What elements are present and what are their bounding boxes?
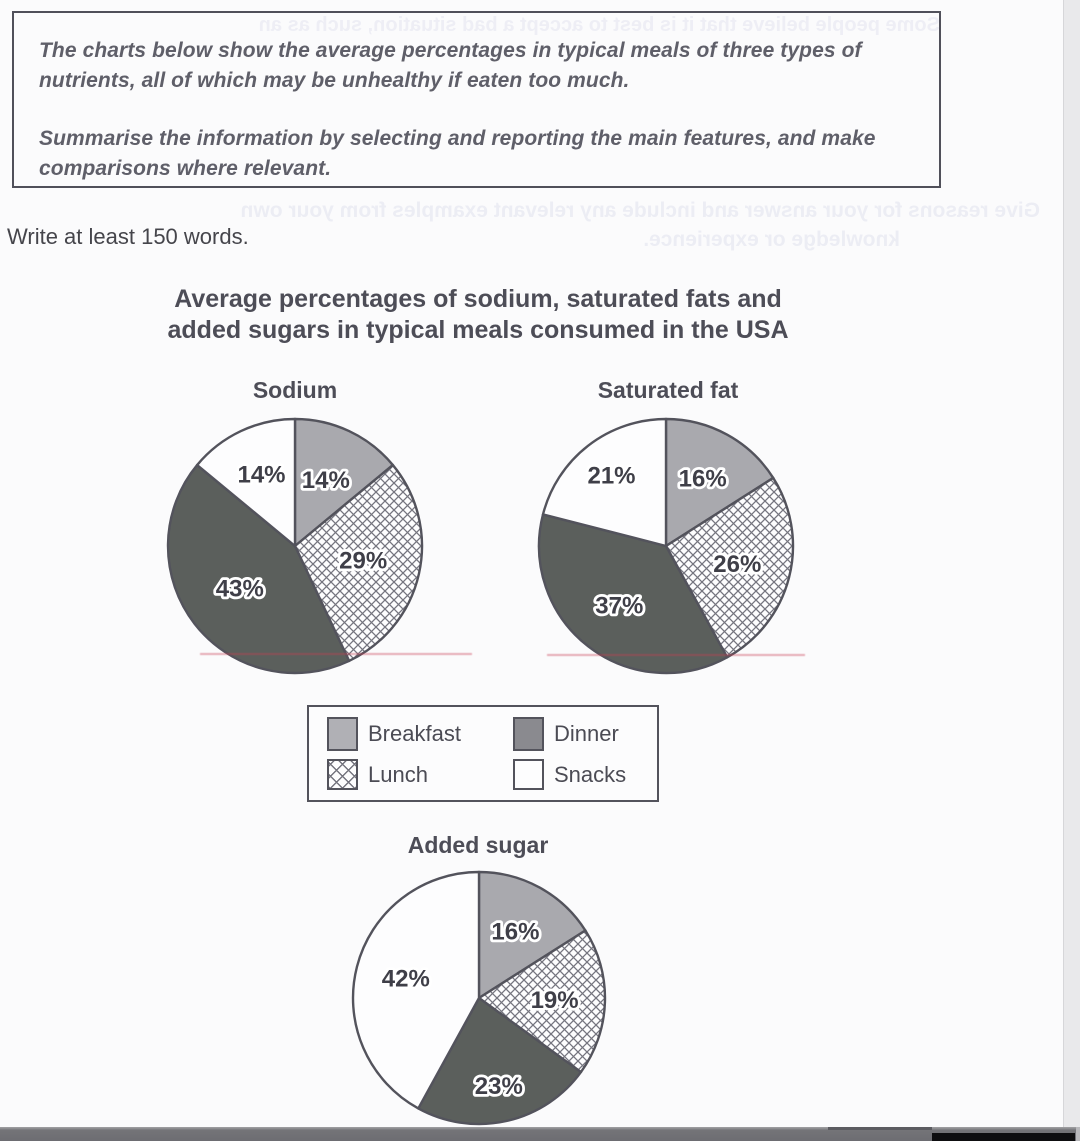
sodium-chart-title: Sodium [252, 377, 338, 403]
lunch-swatch [327, 759, 358, 790]
figure-title-line-2: added sugars in typical meals consumed in the USA [167, 316, 789, 344]
snacks-slice-label: 42% [381, 965, 430, 993]
task-prompt-box [12, 11, 941, 188]
legend-label-snacks: Snacks [554, 761, 627, 787]
scrollbar-dark-segment [828, 1127, 932, 1130]
scrollbar-right-corner [1076, 1127, 1080, 1141]
saturated-fat-pie-chart [529, 409, 803, 683]
added-sugar-chart-title: Added sugar [407, 832, 549, 858]
legend-label-dinner: Dinner [554, 721, 619, 746]
bleedthrough-ghost-text-2: Give reasons for your answer and include any relevant examples from your own [240, 199, 1040, 222]
bleedthrough-ghost-text-1: Some people believe that it is best to accept a bad situation, such as an [258, 14, 940, 36]
legend-label-lunch: Lunch [368, 761, 428, 787]
figure-title-line-1: Average percentages of sodium, saturated fats and [174, 285, 782, 313]
scan-artifact-red-line [200, 653, 472, 655]
dinner-slice-label: 37% [595, 592, 644, 620]
task-paragraph-1: The charts below show the average percentages in typical meals of three types of nutrients, all of which may be unhealthy if eaten too much. [39, 39, 862, 92]
snacks-slice-label: 14% [237, 461, 286, 489]
dinner-slice-label: 43% [215, 575, 264, 603]
snacks-slice-label: 21% [587, 462, 636, 490]
legend-item-lunch [327, 759, 428, 790]
figure-title [73, 284, 883, 346]
chart-legend [307, 705, 659, 802]
breakfast-swatch [327, 717, 358, 751]
legend-label-breakfast: Breakfast [368, 721, 461, 746]
added-sugar-pie-chart [342, 861, 616, 1135]
lunch-slice-label: 26% [713, 550, 762, 578]
snacks-swatch [513, 759, 544, 790]
sodium-pie-chart [158, 409, 432, 683]
bottom-scrollbar[interactable] [0, 1127, 1080, 1141]
task-paragraph-2: Summarise the information by selecting and reporting the main features, and make comparisons where relevant. [39, 127, 876, 180]
scrollbar-black-segment [932, 1133, 1075, 1141]
word-count-instruction: Write at least 150 words. [7, 224, 249, 249]
lunch-slice-label: 29% [339, 547, 388, 575]
viewer-background-strip [1063, 0, 1080, 1127]
saturated-fat-chart-title: Saturated fat [597, 377, 739, 403]
legend-item-snacks [513, 759, 626, 790]
breakfast-slice-label: 16% [491, 918, 540, 946]
breakfast-slice-label: 16% [678, 465, 727, 493]
bleedthrough-ghost-text-3: knowledge or experience. [643, 228, 900, 251]
dinner-slice-label: 23% [474, 1073, 523, 1100]
legend-item-breakfast [327, 717, 461, 751]
dinner-swatch [513, 717, 544, 751]
breakfast-slice-label: 14% [301, 467, 350, 494]
lunch-slice-label: 19% [530, 986, 579, 1014]
scan-artifact-red-line [547, 654, 805, 656]
legend-item-dinner [513, 717, 619, 751]
